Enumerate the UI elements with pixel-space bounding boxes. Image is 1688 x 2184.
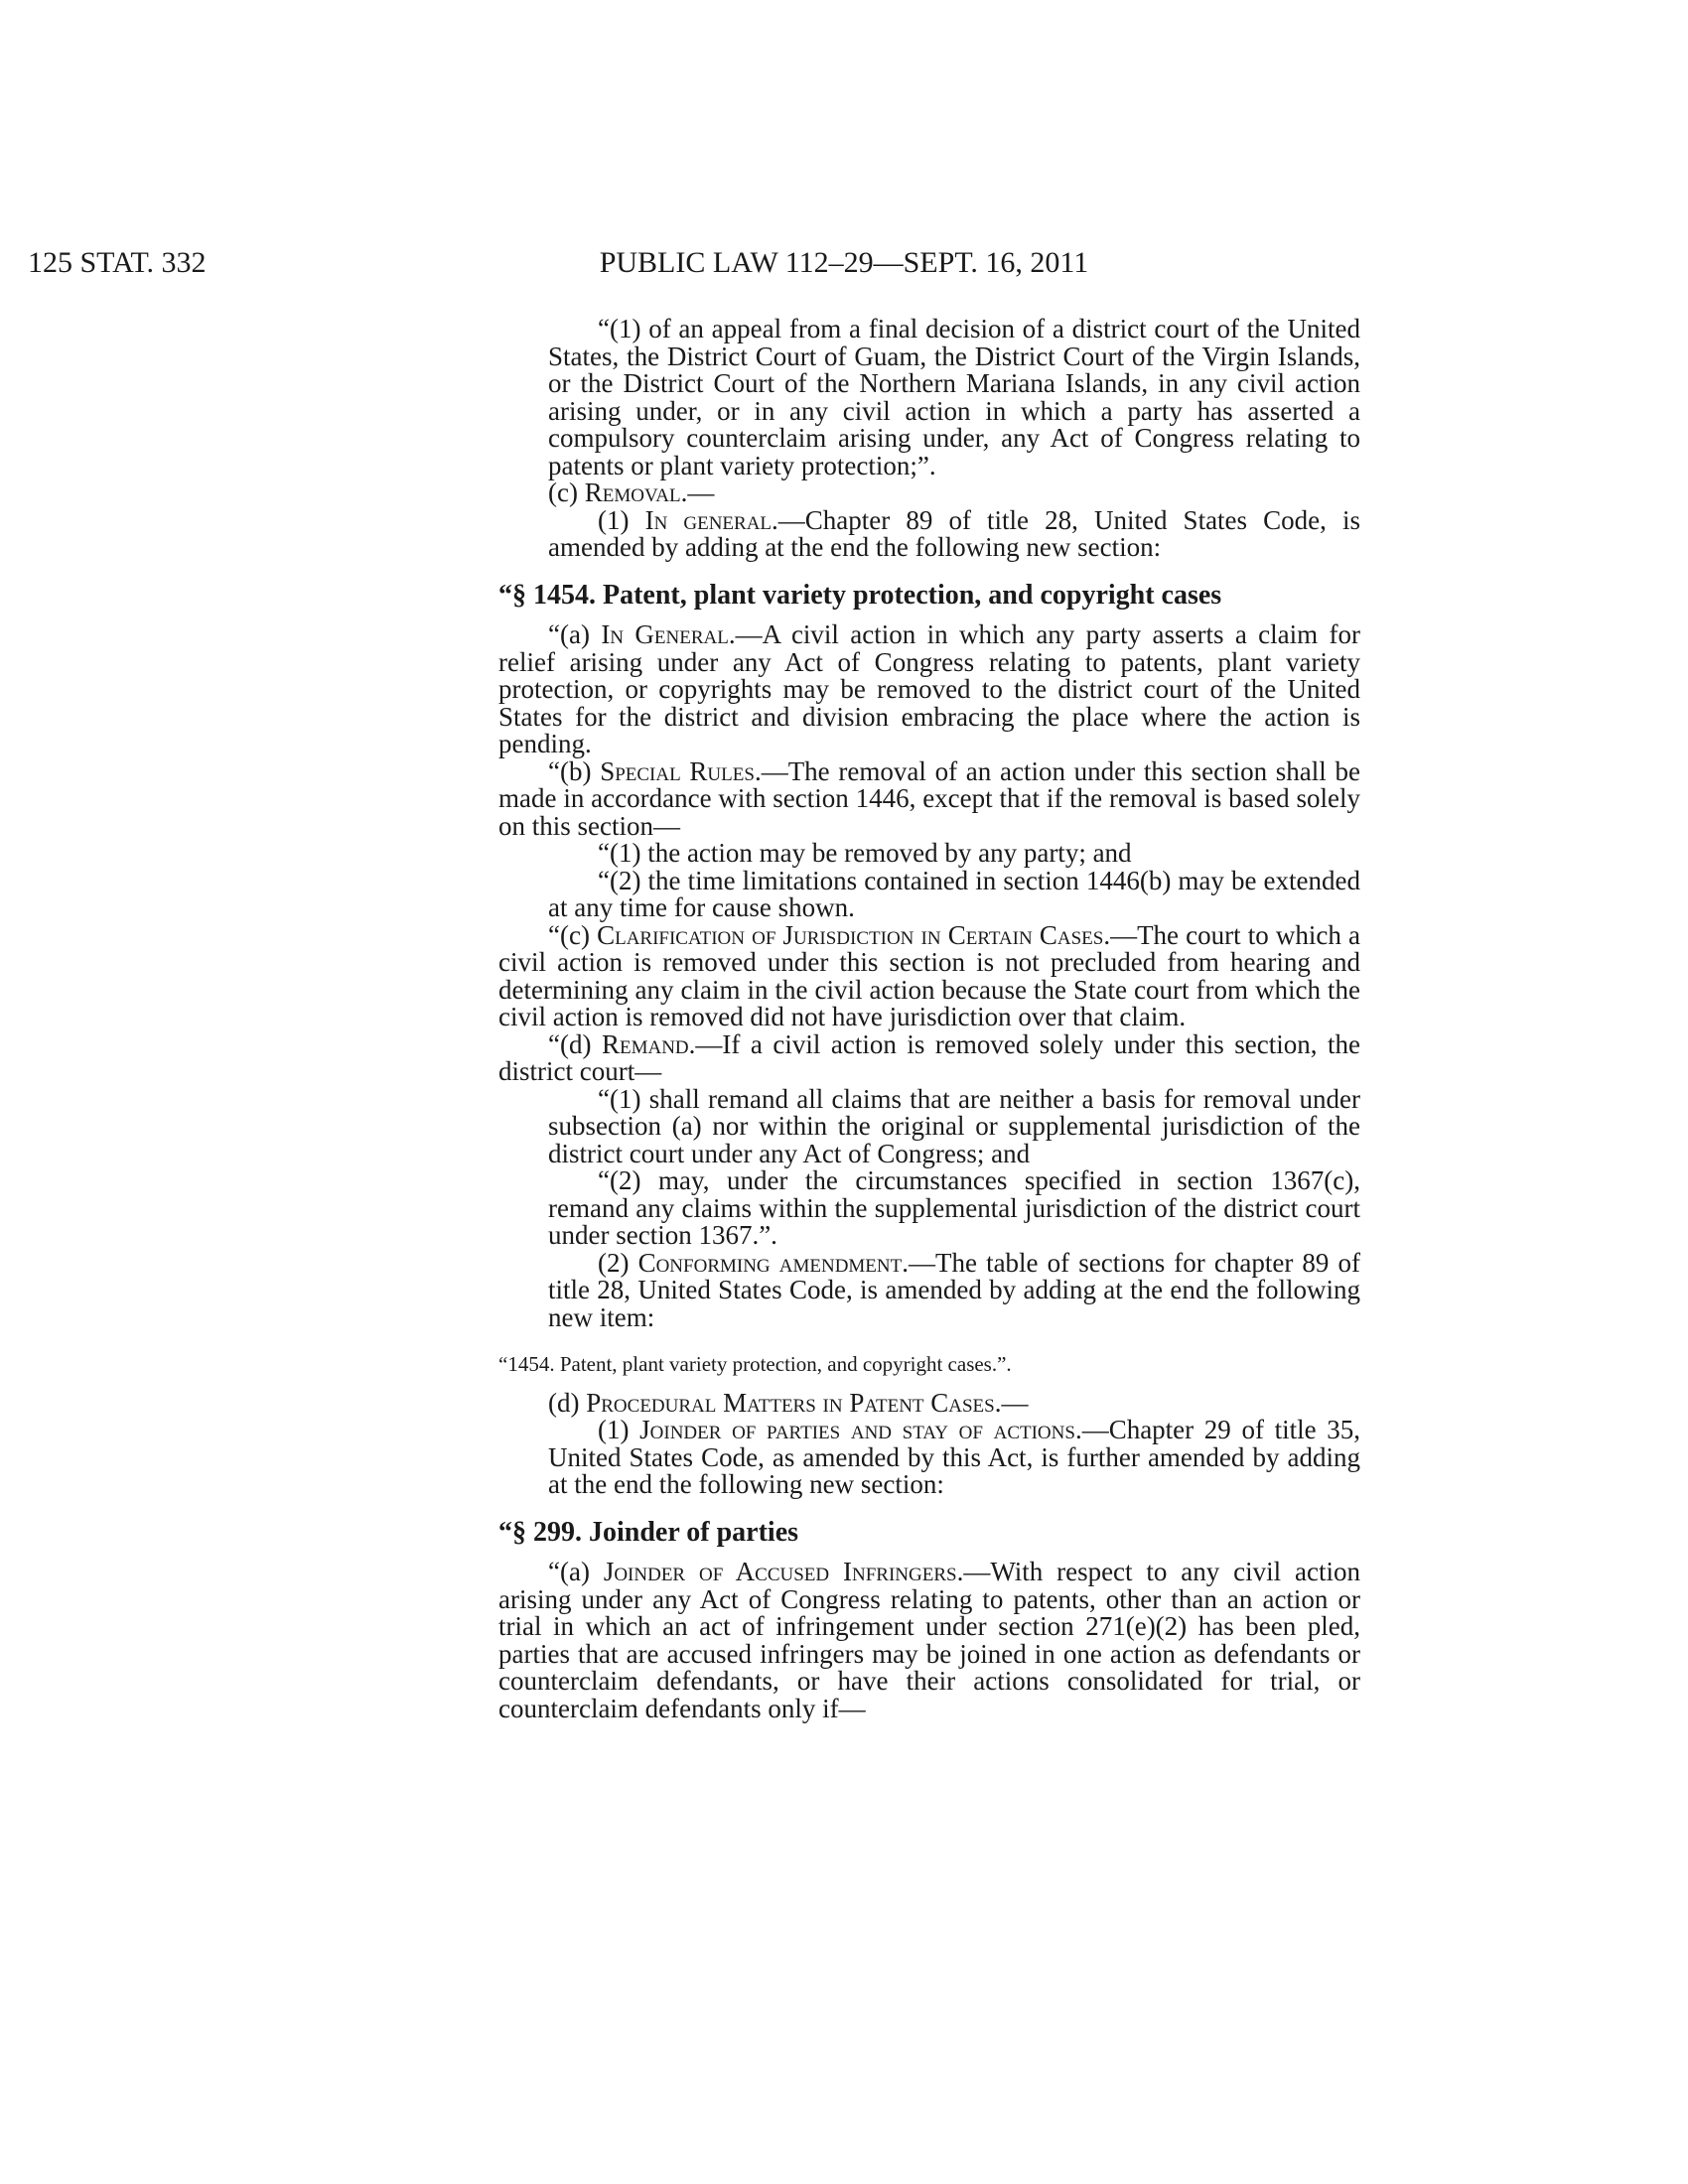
paragraph-appeal-clause: “(1) of an appeal from a final decision of a district court of the United States, the District Court of Guam, the District Court of the Virgin Islands, or the District Court of the Northern Mariana Islands, in any civil action arising under, or in any civil action in which a party has asserted a compulsory counterclaim arising under, any Act of Congress relating to patents or plant variety protection;”.: [548, 314, 1360, 480]
section-heading-1454: “§ 1454. Patent, plant variety protection, and copyright cases: [498, 579, 1222, 611]
statute-page-number: 125 STAT. 332: [28, 246, 207, 279]
paragraph-1454-c: “(c) Clarification of Jurisdiction in Certain Cases.—The court to which a civil action is removed under this section is not precluded from hearing and determining any claim in the civil action because the State court from which the civil action is removed did not have jurisdiction over that claim.: [498, 919, 1360, 1031]
paragraph-procedural-matters: (d) Procedural Matters in Patent Cases.—: [548, 1387, 1029, 1418]
paragraph-1454-d: “(d) Remand.—If a civil action is removed solely under this section, the district court—: [498, 1028, 1360, 1086]
paragraph-1454-b: “(b) Special Rules.—The removal of an action under this section shall be made in accordance with section 1446, except that if the removal is based solely on this section—: [498, 755, 1360, 841]
section-heading-299: “§ 299. Joinder of parties: [498, 1516, 799, 1548]
public-law-header: PUBLIC LAW 112–29—SEPT. 16, 2011: [599, 246, 1089, 279]
paragraph-in-general: (1) In general.—Chapter 89 of title 28, United States Code, is amended by adding at the end the following new section:: [548, 504, 1360, 562]
paragraph-1454-b-2: “(2) the time limitations contained in section 1446(b) may be extended at any time for cause shown.: [548, 865, 1360, 922]
paragraph-1454-d-1: “(1) shall remand all claims that are neither a basis for removal under subsection (a) nor within the original or supplemental jurisdiction of the district court under any Act of Congress; and: [548, 1083, 1360, 1168]
paragraph-removal: (c) Removal.—: [548, 478, 715, 507]
paragraph-conforming-amendment: (2) Conforming amendment.—The table of sections for chapter 89 of title 28, United States Code, is amended by adding at the end the following new item:: [548, 1247, 1360, 1332]
paragraph-299-a: “(a) Joinder of Accused Infringers.—With respect to any civil action arising under any Act of Congress relating to patents, other than an action or trial in which an act of infringement under section 271(e)(2) has been pled, parties that are accused infringers may be joined in one action as defendants or counterclaim defendants, or have their actions consolidated for trial, or counterclaim defendants only if—: [498, 1557, 1360, 1723]
paragraph-1454-d-2: “(2) may, under the circumstances specified in section 1367(c), remand any claims within the supplemental jurisdiction of the district court under section 1367.”.: [548, 1165, 1360, 1250]
paragraph-joinder-stay: (1) Joinder of parties and stay of actions.—Chapter 29 of title 35, United States Code, as amended by this Act, is further amended by adding at the end the following new section:: [548, 1415, 1360, 1499]
paragraph-1454-a: “(a) In General.—A civil action in which any party asserts a claim for relief arising under any Act of Congress relating to patents, plant variety protection, or copyrights may be removed to the district court of the United States for the district and division embracing the place where the action is pending.: [498, 619, 1360, 758]
paragraph-1454-b-1: “(1) the action may be removed by any party; and: [598, 838, 1132, 868]
table-of-sections-item: “1454. Patent, plant variety protection, and copyright cases.”.: [498, 1352, 1012, 1376]
document-body: [498, 316, 1360, 1722]
